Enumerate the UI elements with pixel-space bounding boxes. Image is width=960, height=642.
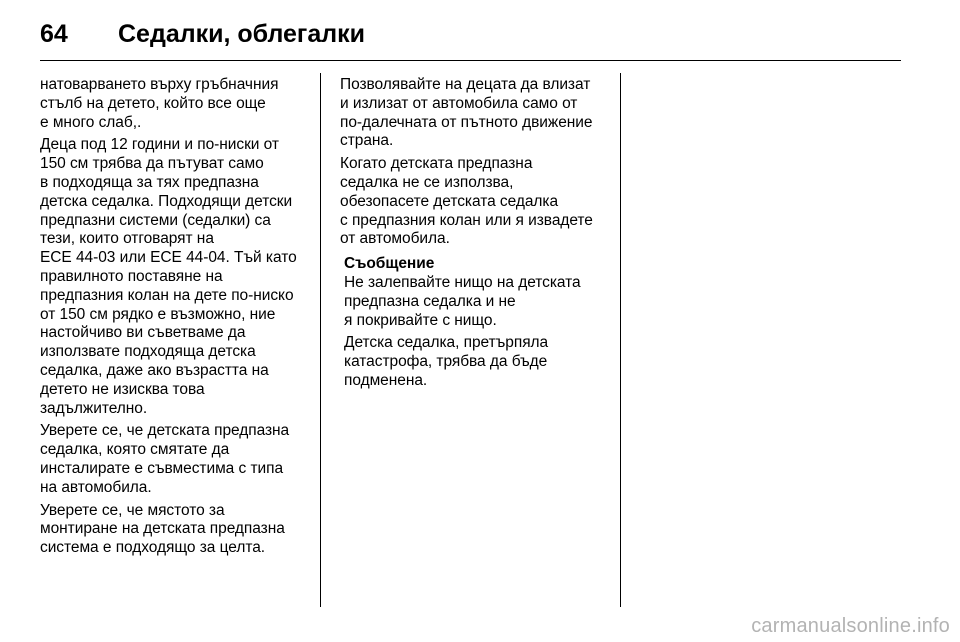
text-line: Деца под 12 години и по-ниски от [40, 136, 279, 154]
text-line: инсталирате е съвместима с типа [40, 459, 284, 477]
watermark-text: carmanualsonline.info [751, 615, 950, 637]
paragraph [40, 76, 312, 132]
paragraph [40, 502, 312, 558]
text-line: седалка не се използва, [340, 173, 514, 191]
text-line: в подходяща за тях предпазна [40, 173, 259, 191]
text-line: от автомобила. [340, 230, 450, 248]
text-line: Позволявайте на децата да влизат [340, 76, 591, 93]
text-line: система е подходящо за целта. [40, 539, 266, 557]
paragraph [340, 155, 612, 249]
paragraph [40, 136, 312, 418]
text-line: натоварването върху гръбначния [40, 76, 279, 93]
text-line: използвате подходяща детска [40, 343, 256, 361]
column-divider-right [620, 73, 621, 607]
text-line: тези, които отговарят на [40, 230, 214, 248]
text-line: детето не изисква това [40, 380, 205, 398]
text-line: Когато детската предпазна [340, 155, 533, 173]
text-line: и излизат от автомобила само от [340, 94, 578, 112]
text-line: детска седалка. Подходящи детски [40, 192, 293, 210]
text-line: по-далечната от пътното движение [340, 113, 593, 131]
page-number: 64 [40, 19, 68, 48]
text-line: обезопасете детската седалка [340, 192, 559, 210]
text-line: подменена. [344, 371, 428, 389]
text-line: монтиране на детската предпазна [40, 520, 285, 538]
text-line: на автомобила. [40, 478, 152, 496]
paragraph [344, 274, 612, 330]
page-title: Седалки, облегалки [118, 19, 366, 48]
text-line: предпазна седалка и не [344, 292, 516, 310]
paragraph [340, 76, 612, 151]
text-line: правилното поставяне на [40, 267, 223, 285]
notice-box [344, 255, 612, 391]
paragraph [40, 422, 312, 497]
text-line: задължително. [40, 399, 148, 417]
text-line: Детска седалка, претърпяла [344, 334, 549, 352]
text-line: страна. [340, 132, 394, 150]
notice-paragraphs [344, 274, 612, 391]
text-line: настойчиво ви съветваме да [40, 324, 246, 342]
column-divider-left [320, 73, 321, 607]
left-text-column [40, 76, 312, 562]
text-line: Уверете се, че мястото за [40, 501, 225, 519]
header-rule [40, 60, 901, 61]
text-line: я покривайте с нищо. [344, 311, 497, 329]
text-line: седалка, даже ако възрастта на [40, 361, 269, 379]
text-line: е много слаб,. [40, 113, 142, 131]
middle-text-column [340, 76, 612, 395]
text-line: предпазни системи (седалки) са [40, 211, 271, 229]
text-line: седалка, която смятате да [40, 441, 230, 459]
text-line: Не залепвайте нищо на детската [344, 273, 581, 291]
middle-paragraphs [340, 76, 612, 249]
text-line: предпазния колан на дете по-ниско [40, 286, 294, 304]
text-line: 150 см трябва да пътуват само [40, 155, 264, 173]
text-line: стълб на детето, който все още [40, 94, 266, 112]
text-line: ECE 44-03 или ECE 44-04. Тъй като [40, 249, 297, 267]
paragraph [344, 334, 612, 390]
page-header [40, 14, 365, 54]
text-line: от 150 см рядко е възможно, ние [40, 305, 276, 323]
text-line: Уверете се, че детската предпазна [40, 422, 290, 440]
text-line: с предпазния колан или я извадете [340, 211, 593, 229]
notice-heading: Съобщение [344, 255, 435, 273]
text-line: катастрофа, трябва да бъде [344, 353, 548, 371]
